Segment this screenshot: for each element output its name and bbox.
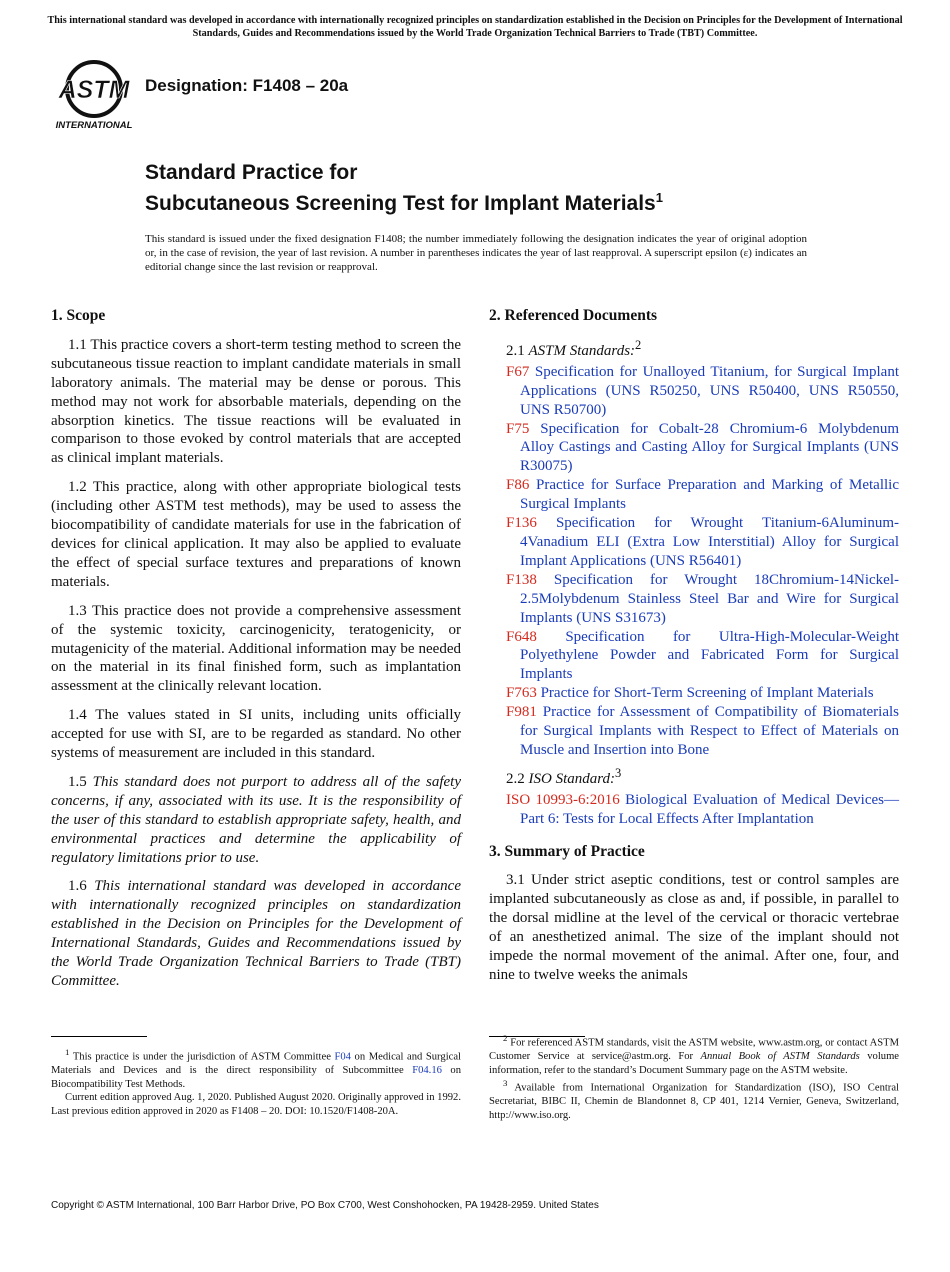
reference-title[interactable]: Practice for Surface Preparation and Marking of Metallic Surgical Implants (520, 477, 899, 513)
iso-reference-item[interactable] (489, 791, 899, 829)
reference-code[interactable]: F86 (506, 477, 530, 494)
reference-title[interactable]: Specification for Ultra-High-Molecular-Weight Polyethylene Powder and Fabricated Form for Surgical Implants (520, 628, 899, 683)
astm-reference-item[interactable] (489, 476, 899, 514)
reference-title[interactable]: Specification for Wrought Titanium-6Aluminum-4Vanadium ELI (Extra Low Interstitial) Alloy for Surgical Implant Applications (UNS R56401) (520, 515, 900, 569)
iso-reference-list (489, 791, 899, 829)
section-heading-summary: 3. Summary of Practice (489, 842, 645, 860)
astm-reference-item[interactable] (489, 628, 899, 685)
title-line-2 (145, 185, 663, 216)
paragraph-3-1: 3.1 Under strict aseptic conditions, test or control samples are implanted subcutaneously as close as and, if possible, in parallel to the dorsal midline at the level of the cervical or thoracic vertebrae of an anesthetized animal. The size of the implant should not impede the normal movement of the animal. After one, four, and nine to twelve weeks the animals (489, 872, 899, 983)
logo-subtext: INTERNATIONAL (55, 120, 133, 131)
reference-code[interactable]: F648 (506, 628, 537, 645)
footnotes-right (489, 1032, 899, 1123)
reference-code[interactable]: ISO 10993-6:2016 (506, 791, 620, 808)
reference-code[interactable]: F75 (506, 420, 530, 437)
footnote-rule-left (51, 1036, 147, 1037)
astm-reference-item[interactable] (489, 420, 899, 477)
reference-title[interactable]: Specification for Cobalt-28 Chromium-6 Molybdenum Alloy Castings and Casting Alloy for Surgical Implants (UNS R30075) (520, 420, 900, 475)
footnote-1: $^1$ This practice is under the jurisdiction of ASTM Committee F04 on Medical and Surgical Materials and Devices and is the direct responsibility of Subcommittee F04.16 on Biocompatibility Test Methods. Current edition approved Aug. 1, 2020. Published August 2020. Originally approved in 1992. Last previous edition approved in 2020 as F1408 – 20. DOI: 10.1520/F1408-20A. (51, 1047, 461, 1117)
footnote-2: $^2$ For referenced ASTM standards, visit the ASTM website, www.astm.org, or contact ASTM Customer Service at service@astm.org. For Annual Book of ASTM Standards volume information, refer to the standard’s Document Summary page on the ASTM website. (489, 1033, 900, 1076)
logo-text: ASTM (58, 76, 130, 104)
issuance-note: This standard is issued under the fixed designation F1408; the number immediately following the designation indicates the year of original adoption or, in the case of revision, the year of last revision. A number in parentheses indicates the year of last reapproval. A superscript epsilon (ε) indicates an editorial change since the last revision or reapproval. (145, 233, 807, 273)
title-footnote-mark: 1 (655, 190, 663, 205)
paragraph-1-1: 1.1 This practice covers a short-term testing method to screen the subcutaneous tissue reaction to implant candidate materials in small laboratory animals. The material may be dense or porous. This method may not work for absorbable materials, depending on the absorption kinetics. The tissue reactions will be evaluated in comparison to those evoked by control materials that are accepted as clinical implant materials. (51, 336, 461, 467)
title-line-1: Standard Practice for (145, 161, 358, 184)
footnote-3: $^3$ Available from International Organization for Standardization (ISO), ISO Central Secretariat, BIBC II, Chemin de Blandonnet 8, CP 401, 1214 Vernier, Geneva, Switzerland, http://www.iso.org. (489, 1078, 899, 1122)
subcommittee-link-f04-16[interactable]: F04.16 (412, 1065, 442, 1077)
reference-code[interactable]: F981 (506, 704, 537, 721)
title-block (145, 160, 663, 216)
astm-reference-item[interactable] (489, 571, 899, 628)
reference-title[interactable]: Practice for Assessment of Compatibility of Biomaterials for Surgical Implants with Respect to Effect of Materials on Muscle and Insertion into Bone (520, 704, 900, 758)
reference-code[interactable]: F136 (506, 515, 537, 532)
astm-reference-list (489, 363, 899, 760)
astm-logo (52, 56, 136, 132)
reference-title[interactable]: Biological Evaluation of Medical Devices—Part 6: Tests for Local Effects After Implantation (520, 791, 900, 827)
edition-note: Current edition approved Aug. 1, 2020. Published August 2020. Originally approved in 1992. Last previous edition approved in 2020 as F1408 – 20. DOI: 10.1520/F1408-20A. (51, 1092, 461, 1117)
paragraph-1-6: 1.6 This international standard was developed in accordance with internationally recognized principles on standardization established in the Decision on Principles for the Development of International Standards, Guides and Recommendations issued by the World Trade Organization Technical Barriers to Trade (TBT) Committee. (51, 878, 461, 989)
right-column (489, 307, 899, 985)
astm-standards-label: 2.1 ASTM Standards:$^2$ (506, 337, 642, 359)
paragraph-1-5: 1.5 This standard does not purport to address all of the safety concerns, if any, associated with its use. It is the responsibility of the user of this standard to establish appropriate safety, health, and environmental practices and determine the applicability of regulatory limitations prior to use. (51, 773, 462, 866)
astm-reference-item[interactable] (489, 514, 899, 571)
top-notice: This international standard was developed in accordance with internationally recognized principles on standardization established in the Decision on Principles for the Development of International Standards, Guides and Recommendations issued by the World Trade Organization Technical Barriers to Trade (TBT) Committee. (47, 15, 903, 39)
astm-reference-item[interactable] (489, 684, 899, 703)
reference-code[interactable]: F67 (506, 363, 530, 380)
paragraph-1-2: 1.2 This practice, along with other appropriate biological tests (including other ASTM test methods), may be used to assess the biocompatibility of candidate materials for use in the fabrication of devices for clinical application. It may also be applied to evaluate the effect of special surface textures and preparations of known materials. (51, 479, 461, 590)
astm-reference-item[interactable] (489, 363, 899, 420)
section-heading-scope: 1. Scope (51, 307, 106, 324)
reference-title[interactable]: Specification for Wrought 18Chromium-14Nickel-2.5Molybdenum Stainless Steel Bar and Wire for Surgical Implants (UNS S31673) (520, 571, 899, 626)
committee-link-f04[interactable]: F04 (334, 1051, 351, 1063)
safety-caveat: This standard does not purport to address all of the safety concerns, if any, associated with its use. It is the responsibility of the user of this standard to establish appropriate safety, health, and environmental practices and determine the applicability of regulatory limitations prior to use. (51, 773, 462, 866)
astm-reference-item[interactable] (489, 703, 899, 760)
designation: Designation: F1408 – 20a (145, 76, 349, 95)
title-main: Subcutaneous Screening Test for Implant Materials (145, 192, 656, 215)
paragraph-1-4: 1.4 The values stated in SI units, including units officially accepted for use with SI, are to be regarded as standard. No other systems of measurement are included in this standard. (51, 707, 461, 762)
iso-standard-label: 2.2 ISO Standard:$^3$ (506, 765, 622, 787)
reference-code[interactable]: F138 (506, 571, 537, 588)
paragraph-1-3: 1.3 This practice does not provide a comprehensive assessment of the systemic toxicity, carcinogenicity, teratogenicity, or mutagenicity of the material. Additional information may be needed on the material in its final finished form, such as implantation assessment at the clinically relevant location. (51, 602, 461, 695)
copyright-footer: Copyright © ASTM International, 100 Barr Harbor Drive, PO Box C700, West Conshohocken, PA 19428-2959. United States (51, 1200, 599, 1211)
wto-statement: This international standard was developed in accordance with internationally recognized principles on standardization established in the Decision on Principles for the Development of International Standards, Guides and Recommendations issued by the World Trade Organization Technical Barriers to Trade (TBT) Committee. (51, 878, 461, 989)
reference-title[interactable]: Practice for Short-Term Screening of Implant Materials (540, 685, 874, 702)
reference-title[interactable]: Specification for Unalloyed Titanium, for Surgical Implant Applications (UNS R50250, UNS R50400, UNS R50550, UNS R50700) (520, 363, 900, 418)
left-column (51, 307, 461, 991)
section-heading-referenced-documents: 2. Referenced Documents (489, 307, 658, 324)
reference-code[interactable]: F763 (506, 685, 537, 702)
